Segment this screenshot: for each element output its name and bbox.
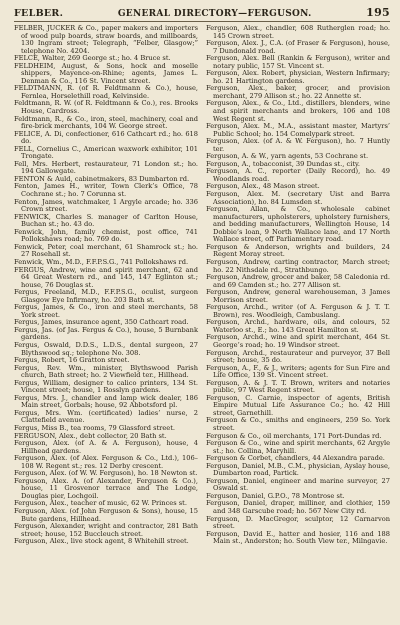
directory-entry: Ferguson, Alex. (of A. & A. Ferguson), house, 4 Hillhead gardens.: [14, 439, 198, 455]
directory-entry: Ferguson, Alex. M. (secretary Uist and Barra Association), ho. 84 Lumsden st.: [206, 190, 390, 206]
directory-entry: FENWICK, Charles S. manager of Carlton House, Buchan st.; ho. 43 do.: [14, 212, 198, 229]
directory-entry: Ferguson, David E., hatter and hosier, 116 and 188 Main st., Anderston; ho. South View ter., Milngavie.: [206, 529, 390, 546]
directory-entry: Fergus, Jas. (of Jas. Fergus & Co.), house, 5 Burnbank gardens.: [14, 325, 198, 342]
directory-entry: Feldtmann, R. W. (of R. Feldtmann & Co.), res. Brooks House, Cardross.: [14, 99, 198, 116]
directory-entry: Fergus, Miss B., tea rooms, 79 Glassford street.: [14, 423, 175, 432]
running-header: [14, 6, 390, 22]
directory-entry: Ferguson, Allan, & Co., wholesale cabinet manufacturers, upholsterers, upholstery furnishers, and bedding manufacturers, Wellington House, 14 Dobbie’s loan, 9 North Wallace lane, and 17 North Wallace street, off Parliamentary road.: [206, 205, 390, 244]
directory-entry: Ferguson, Alex., 48 Mason street.: [206, 182, 320, 191]
page-number: 195: [366, 6, 390, 19]
directory-entry: FELBER, JUCKER & Co., paper makers and importers of wood pulp boards, straw boards, and millboards, 130 Ingram street; Telegraph, “Felber, Glasgow;” telephone No. 4204.: [14, 24, 198, 55]
directory-entry: Ferguson, A., tobacconist, 39 Dundas st., city.: [206, 159, 360, 168]
directory-entry: Ferguson, C. Carnie, inspector of agents, British Empire Mutual Life Assurance Co.; ho. 42 Hill street, Garnethill.: [206, 393, 390, 417]
directory-entry: Ferguson, A. & J. T. T. Brown, writers and notaries public, 97 West Regent street.: [206, 378, 390, 395]
directory-entry: Ferguson, Daniel, draper, milliner, and clothier, 159 and 348 Garscube road; ho. 567 New City rd.: [206, 499, 390, 515]
directory-entry: Fergus, Freeland, M.D., F.F.P.S.G., oculist, surgeon Glasgow Eye Infirmary, ho. 203 Bath st.: [14, 288, 198, 304]
directory-entry: Fell, Mrs. Herbert, restaurateur, 71 London st.; ho. 194 Gallowgate.: [14, 159, 198, 176]
header-left: FELBER.: [14, 8, 64, 19]
directory-entry: Ferguson & Corbet, chandlers, 44 Alexandra parade.: [206, 454, 385, 463]
right-column: [206, 25, 390, 546]
directory-entry: Fenton, James, watchmaker, 1 Argyle arcade; ho. 336 Crown street.: [14, 197, 198, 214]
directory-entry: FELL, Cornelius C., American waxwork exhibitor, 101 Trongate.: [14, 144, 198, 161]
directory-entry: Ferguson, Alex. Bell (Rankin & Ferguson), writer and notary public, 157 St. Vincent st.: [206, 54, 390, 70]
directory-entry: Ferguson, Archd., hardware, oils, and colours, 52 Waterloo st., E.; ho. 143 Great Hamilton st.: [206, 318, 390, 334]
directory-entry: Fenwick, Peter, coal merchant, 61 Shamrock st.; ho. 27 Rosehall st.: [14, 242, 198, 259]
directory-entry: Ferguson, Alex. (of A. & W. Ferguson), ho. 7 Huntly ter.: [206, 137, 390, 153]
directory-entry: Ferguson, Alex., chandler, 608 Rutherglen road; ho. 145 Crown street.: [206, 24, 390, 40]
directory-entry: Ferguson, A., F., & J., writers; agents for Sun Fire and Life Office, 139 St. Vincent street.: [206, 363, 390, 380]
directory-entry: Ferguson, Alex., baker, grocer, and provision merchant, 279 Allison st.; ho. 22 Annette st.: [206, 84, 390, 100]
directory-entry: Fergus, James, insurance agent, 350 Cathcart road.: [14, 318, 189, 327]
directory-entry: FERGUSON, Alex., debt collector, 20 Bath st.: [14, 431, 167, 440]
directory-entry: Ferguson, Daniel, M.B., C.M., physician, Ayslay house, Dumbarton road, Partick.: [206, 461, 390, 478]
directory-entry: Ferguson, Alex., live stock agent, 8 Whitehill street.: [14, 537, 189, 546]
header-title: GENERAL DIRECTORY—FERGUSON.: [117, 9, 312, 19]
left-column: [14, 25, 198, 546]
directory-entry: Fergus, Robert, 16 Gratton street.: [14, 356, 130, 365]
directory-entry: Ferguson & Co., oil merchants, 171 Port-Dundas rd.: [206, 431, 382, 440]
directory-entry: Ferguson, A. & W., yarn agents, 53 Cochrane st.: [206, 152, 369, 161]
directory-entry: Ferguson & Co., wine and spirit merchants, 62 Argyle st.; ho. Collina, Maryhill.: [206, 439, 390, 455]
directory-entry: Ferguson, Andrew, general warehouseman, 3 James Morrison street.: [206, 288, 390, 304]
directory-entry: FELCE, Walter, 269 George st.; ho. 4 Bruce st.: [14, 54, 171, 63]
directory-entry: Ferguson, Alex. J., C.A. (of Fraser & Ferguson), house, 7 Dundonald road.: [206, 39, 390, 55]
directory-entry: Ferguson, Daniel, G.P.O., 78 Montrose st.: [206, 491, 345, 500]
directory-entry: Ferguson & Anderson, wrights and builders, 24 Regent Moray street.: [206, 242, 390, 259]
directory-entry: Feldtmann, R., & Co., iron, steel, machinery, coal and fire-brick merchants, 104 W. George street.: [14, 114, 198, 131]
directory-entry: Ferguson, Archd., wine and spirit merchant, 464 St. George’s road; ho. 19 Windsor street.: [206, 333, 390, 349]
directory-entry: Ferguson, Archd., writer (of A. Ferguson & J. T. T. Brown), res. Woodleigh, Cambuslang.: [206, 303, 390, 319]
directory-entry: Ferguson, Alexander, wright and contractor, 281 Bath street; house, 152 Buccleuch street.: [14, 522, 198, 538]
directory-entry: FELICE, A. Di, confectioner, 616 Cathcart rd.; ho. 618 do.: [14, 129, 198, 146]
directory-entry: Ferguson, Archd., restaurateur and purveyor, 37 Bell street; house, 35 do.: [206, 348, 390, 365]
directory-entry: Ferguson, D. MacGregor, sculptor, 12 Carnarvon street.: [206, 514, 390, 531]
directory-entry: Ferguson, Daniel, engineer and marine surveyor, 27 Oswald st.: [206, 476, 390, 493]
directory-entry: Fergus, Mrs. Wm. (certificated) ladies’ nurse, 2 Clattefield avenue.: [14, 408, 198, 425]
directory-entry: Ferguson, Alex., & Co., Ltd., distillers, blenders, wine and spirit merchants and brokers, 106 and 108 West Regent st.: [206, 99, 390, 123]
directory-entry: Ferguson, Alex., teacher of music, 62 W. Princes st.: [14, 499, 187, 508]
directory-entry: Ferguson, Alex. M., M.A., assistant master, Martyrs’ Public School; ho. 154 Comelypark street.: [206, 122, 390, 138]
directory-entry: FELDTMANN, R. (of R. Feldtmann & Co.), house, Fernlea, Horselethill road, Kelvinside.: [14, 84, 198, 100]
directory-entry: Ferguson, Alex. (of Alex. Ferguson & Co., Ltd.), 106–108 W. Regent st.; res. 12 Derby crescent.: [14, 454, 198, 470]
directory-entry: Fenwick, John, family chemist, post office, 741 Pollokshaws road; ho. 769 do.: [14, 227, 198, 244]
directory-entry: Fergus, Rev. Wm., minister, Blythswood Parish church, Bath street; ho. 2 Viewfield ter., Hillhead.: [14, 363, 198, 380]
directory-entry: Fergus, William, designer to calico printers, 134 St. Vincent street; house, 1 Rosslyn gardens.: [14, 378, 198, 395]
directory-entry: Fenwick, Wm., M.D., F.F.P.S.G., 741 Pollokshaws rd.: [14, 257, 189, 266]
directory-entry: Ferguson, Alex. (of John Ferguson & Sons), house, 15 Bute gardens, Hillhead.: [14, 507, 198, 523]
directory-entry: Ferguson, Andrew, grocer and baker, 58 Caledonia rd. and 69 Camden st.; ho. 277 Allison st.: [206, 273, 390, 289]
directory-entry: FENTON & Auld, cabinetmakers, 83 Dumbarton rd.: [14, 174, 190, 183]
directory-entry: Ferguson, Andrew, carting contractor, March street; ho. 22 Nithsdale rd., Strathbungo.: [206, 257, 390, 274]
directory-entry: Ferguson & Co., smiths and engineers, 259 So. York street.: [206, 416, 390, 432]
directory-entry: Fergus, Mrs. J., chandler and lamp wick dealer, 186 Main street, Gorbals; house, 92 Abbotsford pl.: [14, 393, 198, 410]
directory-entry: Ferguson, Alex. A. (of Alexander, Ferguson & Co.), house, 11 Grosvenor terrace and The Lodge, Douglas pier, Lochgoil.: [14, 476, 198, 500]
directory-entry: Ferguson, Alex. Robert, physician, Western Infirmary; ho. 21 Hartington gardens.: [206, 69, 390, 85]
directory-entry: FELDHEIM, August, & Sons, hock and moselle shippers, Mayence-on-Rhine; agents, James L. Denman & Co., 116 St. Vincent street.: [14, 61, 198, 85]
directory-entry: Fergus, James, & Co., iron and steel merchants, 58 York street.: [14, 303, 198, 319]
directory-entry: Fergus, Oswald, D.D.S., L.D.S., dental surgeon, 27 Blythswood sq.; telephone No. 308.: [14, 340, 198, 357]
directory-entry: Ferguson, Alex. (of W. W. Ferguson), ho. 18 Newton st.: [14, 469, 198, 478]
directory-entry: Ferguson, A. C., reporter (Daily Record), ho. 49 Woodlands road.: [206, 167, 390, 183]
directory-entry: Fenton, James H., writer, Town Clerk’s Office, 78 Cochrane st.; ho. 7 Corunna st.: [14, 182, 198, 199]
directory-entry: FERGUS, Andrew, wine and spirit merchant, 62 and 64 Great Western rd., and 145, 147 Eglinton st.; house, 76 Douglas st.: [14, 265, 198, 289]
